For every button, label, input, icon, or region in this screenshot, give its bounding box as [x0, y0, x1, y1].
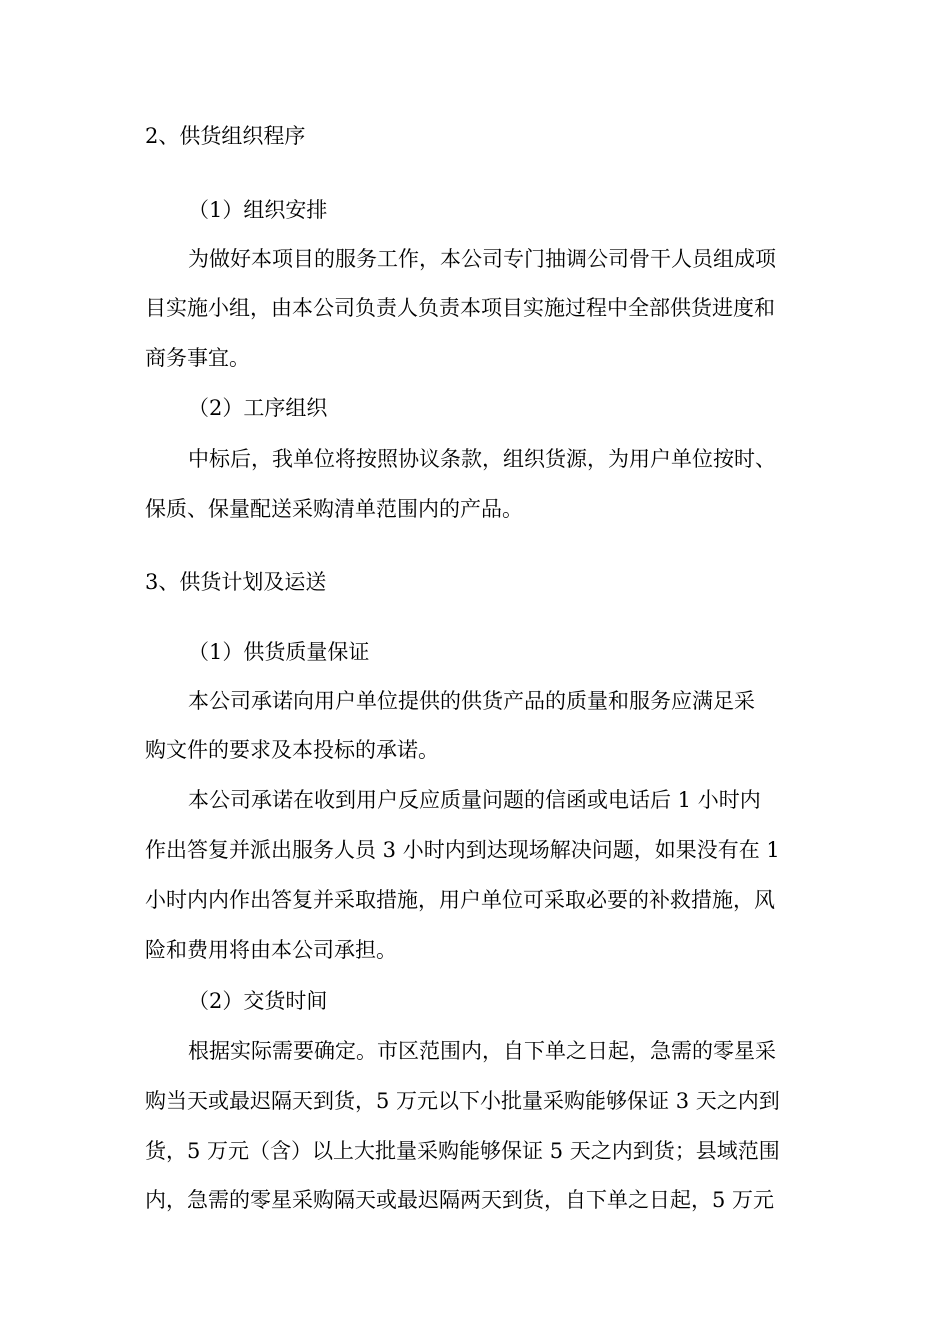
- paragraph-line: 根据实际需要确定。市区范围内，自下单之日起，急需的零星采: [188, 1039, 776, 1063]
- section-2-2-heading: （2）工序组织: [188, 396, 328, 420]
- paragraph-line: 货，5 万元（含）以上大批量采购能够保证 5 天之内到货；县域范围: [145, 1139, 780, 1163]
- section-2-1-heading: （1）组织安排: [188, 198, 328, 222]
- paragraph-line: 中标后，我单位将按照协议条款，组织货源，为用户单位按时、: [188, 447, 776, 471]
- paragraph-line: 本公司承诺在收到用户反应质量问题的信函或电话后 1 小时内: [188, 788, 761, 812]
- paragraph-line: 本公司承诺向用户单位提供的供货产品的质量和服务应满足采: [188, 689, 755, 713]
- paragraph-line: 购当天或最迟隔天到货，5 万元以下小批量采购能够保证 3 天之内到: [145, 1089, 780, 1113]
- paragraph-line: 商务事宜。: [145, 346, 250, 370]
- section-3-1-heading: （1）供货质量保证: [188, 640, 370, 664]
- paragraph-line: 内，急需的零星采购隔天或最迟隔两天到货，自下单之日起，5 万元: [145, 1188, 775, 1212]
- paragraph-line: 为做好本项目的服务工作，本公司专门抽调公司骨干人员组成项: [188, 247, 776, 271]
- paragraph-line: 小时内内作出答复并采取措施，用户单位可采取必要的补救措施，风: [145, 888, 775, 912]
- section-3-2-heading: （2）交货时间: [188, 989, 328, 1013]
- section-2-heading: 2、供货组织程序: [145, 124, 306, 148]
- paragraph-line: 作出答复并派出服务人员 3 小时内到达现场解决问题，如果没有在 1: [145, 838, 780, 862]
- section-3-heading: 3、供货计划及运送: [145, 570, 327, 594]
- paragraph-line: 购文件的要求及本投标的承诺。: [145, 738, 439, 762]
- paragraph-line: 险和费用将由本公司承担。: [145, 938, 397, 962]
- paragraph-line: 目实施小组，由本公司负责人负责本项目实施过程中全部供货进度和: [145, 296, 775, 320]
- paragraph-line: 保质、保量配送采购清单范围内的产品。: [145, 497, 523, 521]
